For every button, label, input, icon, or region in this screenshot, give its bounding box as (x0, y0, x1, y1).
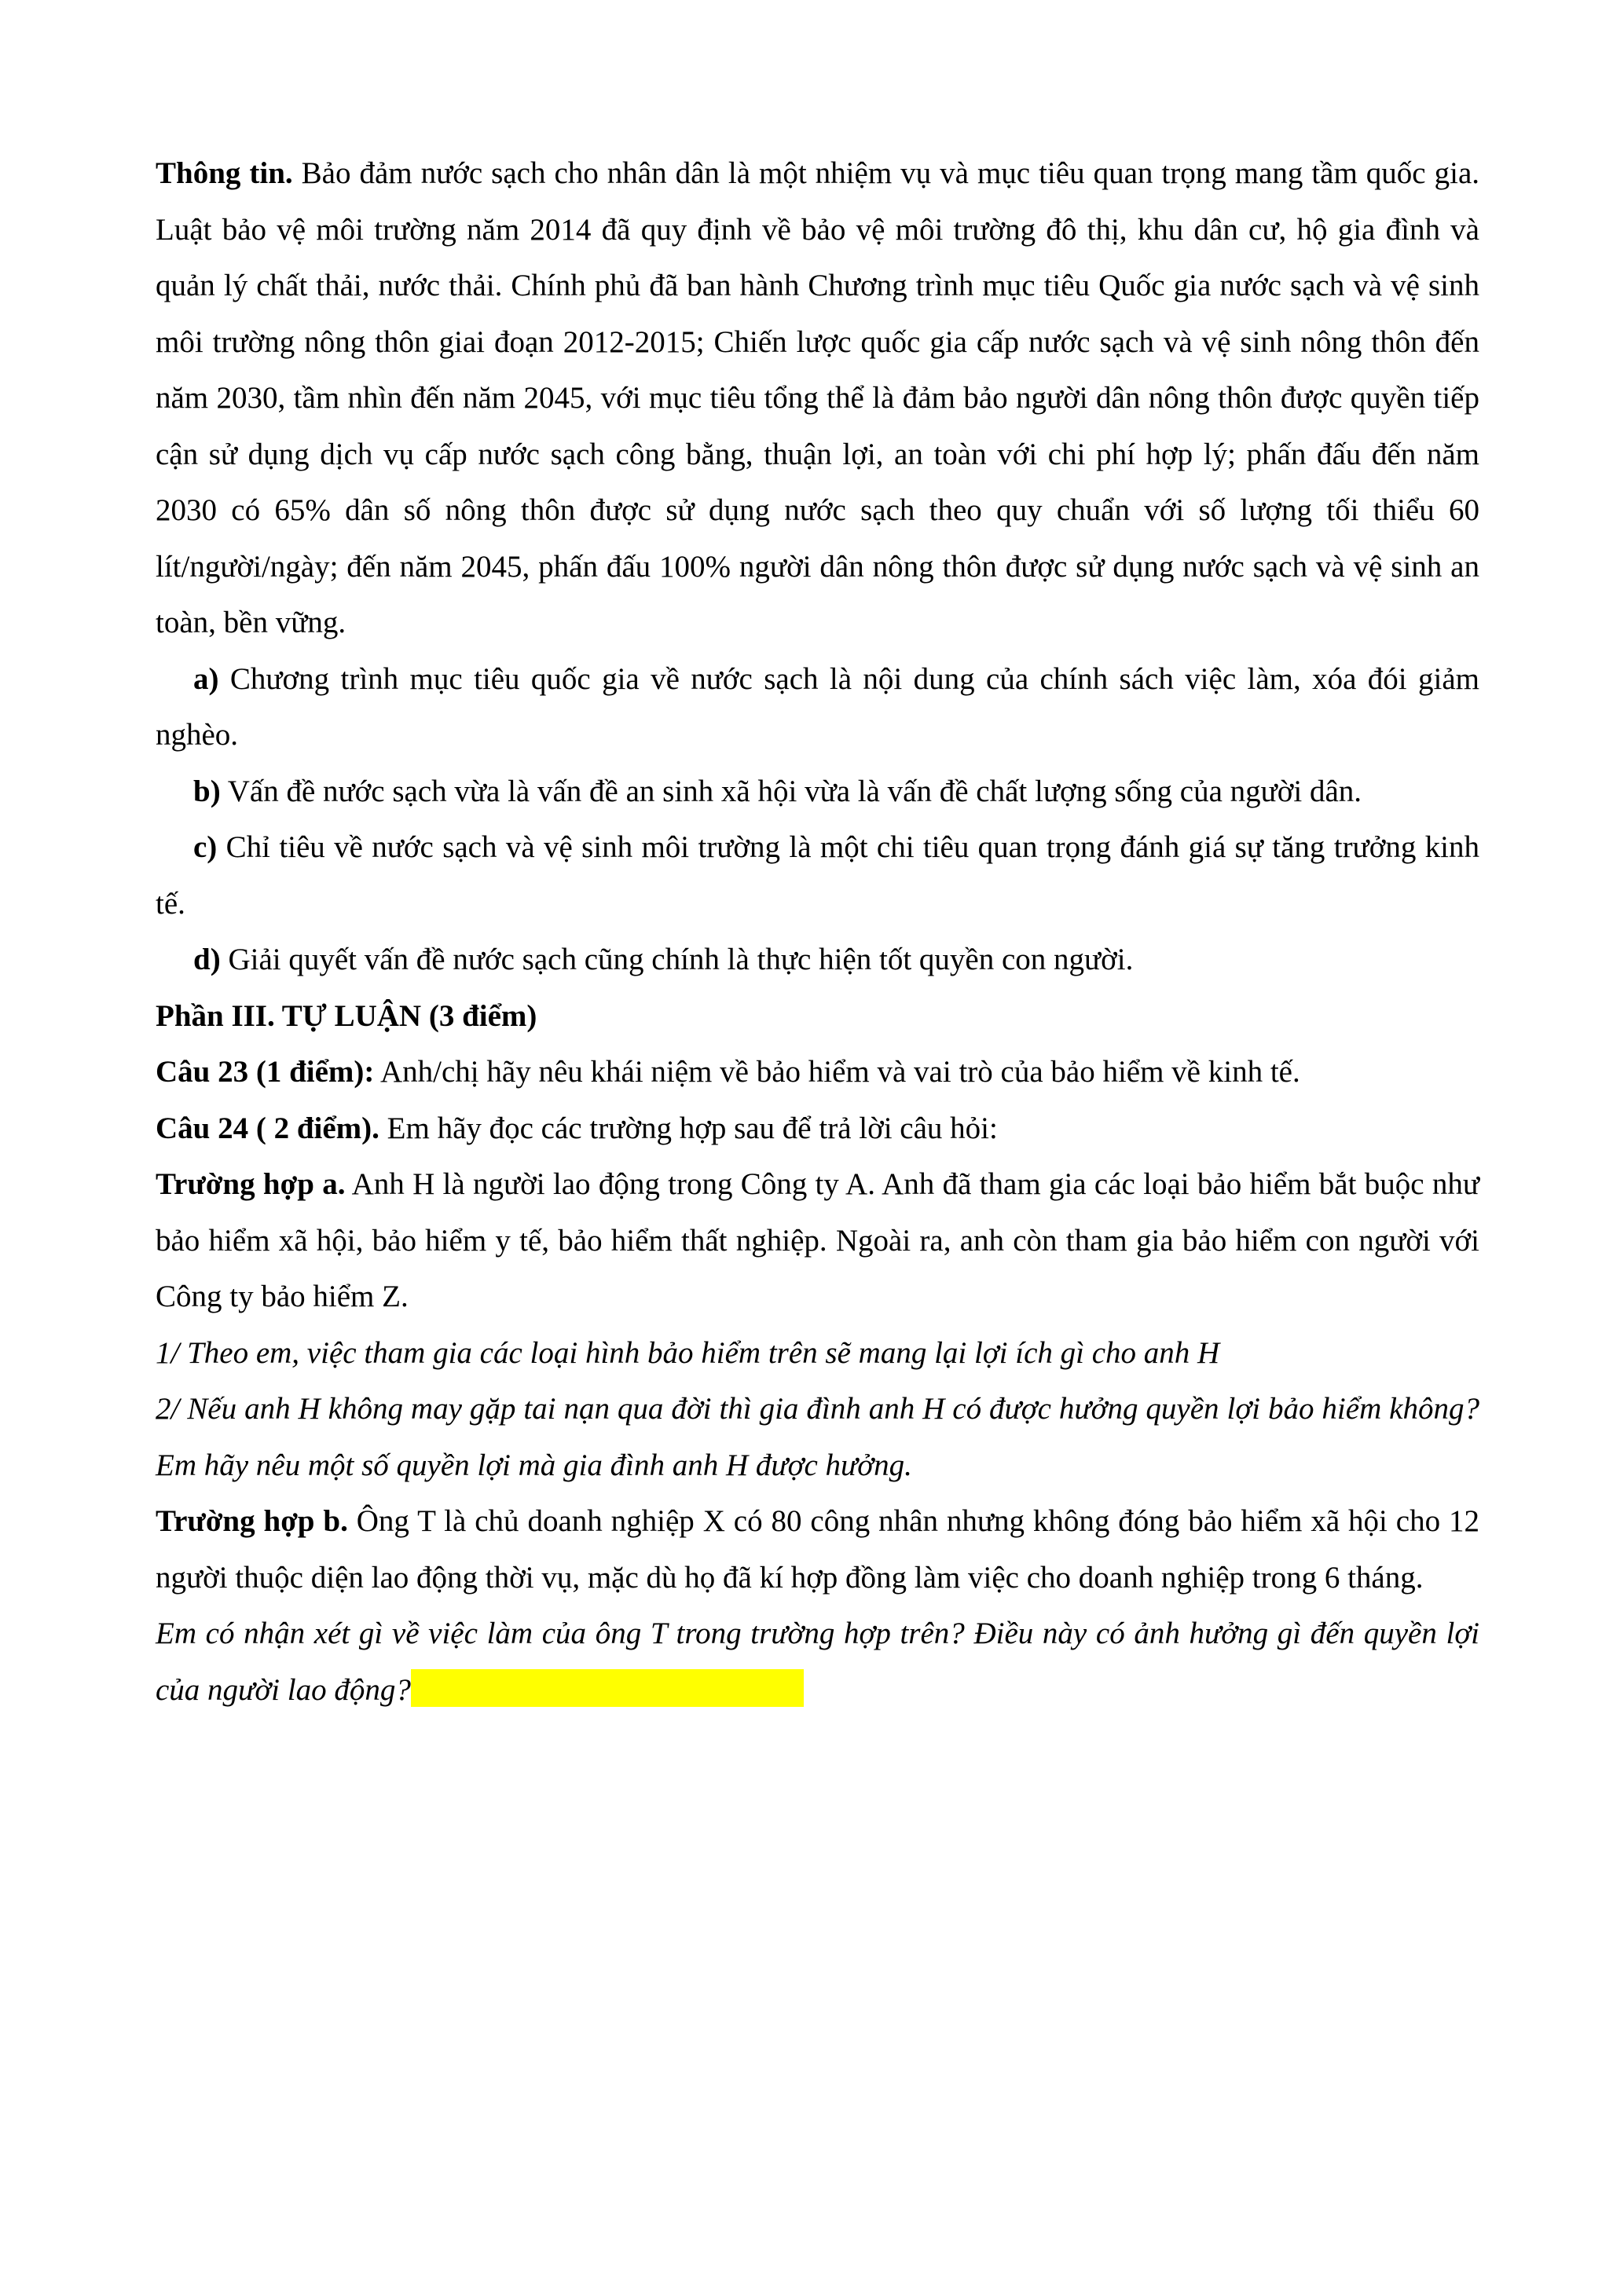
statement-c-text: Chỉ tiêu về nước sạch và vệ sinh môi trường là một chi tiêu quan trọng đánh giá sự tăng trưởng kinh tế. (156, 830, 1479, 921)
info-paragraph (156, 145, 1479, 651)
statement-b-text: Vấn đề nước sạch vừa là vấn đề an sinh xã hội vừa là vấn đề chất lượng sống của người dân. (220, 774, 1362, 808)
statement-d (156, 932, 1479, 988)
statement-b (156, 764, 1479, 820)
case-b-paragraph (156, 1493, 1479, 1606)
question-24 (156, 1100, 1479, 1157)
case-a-question-2: 2/ Nếu anh H không may gặp tai nạn qua đời thì gia đình anh H có được hưởng quyền lợi bảo hiểm không? Em hãy nêu một số quyền lợi mà gia đình anh H được hưởng. (156, 1392, 1479, 1482)
part3-heading-text: Phần III. TỰ LUẬN (3 điểm) (156, 998, 537, 1033)
info-text: Bảo đảm nước sạch cho nhân dân là một nhiệm vụ và mục tiêu quan trọng mang tầm quốc gia. Luật bảo vệ môi trường năm 2014 đã quy định về bảo vệ môi trường đô thị, khu dân cư, hộ gia đình và quản lý chất thải, nước thải. Chính phủ đã ban hành Chương trình mục tiêu Quốc gia nước sạch và vệ sinh môi trường nông thôn giai đoạn 2012-2015; Chiến lược quốc gia cấp nước sạch và vệ sinh nông thôn đến năm 2030, tầm nhìn đến năm 2045, với mục tiêu tổng thể là đảm bảo người dân nông thôn được quyền tiếp cận sử dụng dịch vụ cấp nước sạch công bằng, thuận lợi, an toàn với chi phí hợp lý; phấn đấu đến năm 2030 có 65% dân số nông thôn được sử dụng nước sạch theo quy chuẩn với số lượng tối thiểu 60 lít/người/ngày; đến năm 2045, phấn đấu 100% người dân nông thôn được sử dụng nước sạch và vệ sinh an toàn, bền vững. (156, 156, 1480, 639)
case-b-text: Ông T là chủ doanh nghiệp X có 80 công nhân nhưng không đóng bảo hiểm xã hội cho 12 người thuộc diện lao động thời vụ, mặc dù họ đã kí hợp đồng làm việc cho doanh nghiệp trong 6 tháng. (156, 1504, 1480, 1595)
case-a-question-1: 1/ Theo em, việc tham gia các loại hình bảo hiểm trên sẽ mang lại lợi ích gì cho anh H (156, 1335, 1220, 1370)
case-b-question-paragraph (156, 1606, 1479, 1718)
question-23-label: Câu 23 (1 điểm): (156, 1055, 375, 1089)
statement-c (156, 819, 1479, 932)
statement-a-text: Chương trình mục tiêu quốc gia về nước sạch là nội dung của chính sách việc làm, xóa đói giảm nghèo. (156, 661, 1479, 752)
document-page (156, 145, 1479, 1718)
question-23 (156, 1044, 1479, 1100)
statement-d-label: d) (193, 943, 221, 976)
question-24-label: Câu 24 ( 2 điểm). (156, 1111, 379, 1145)
statement-a (156, 651, 1479, 764)
info-label: Thông tin. (156, 156, 293, 190)
statement-d-text: Giải quyết vấn đề nước sạch cũng chính là thực hiện tốt quyền con người. (220, 943, 1134, 976)
question-23-text: Anh/chị hãy nêu khái niệm về bảo hiểm và vai trò của bảo hiểm về kinh tế. (374, 1055, 1300, 1089)
case-a-paragraph (156, 1156, 1479, 1325)
case-b-question: Em có nhận xét gì về việc làm của ông T trong trường hợp trên? Điều này có ảnh hưởng gì đến quyền lợi của người lao động? (156, 1617, 1479, 1707)
question-24-text: Em hãy đọc các trường hợp sau để trả lời câu hỏi: (379, 1111, 998, 1145)
part3-heading (156, 988, 1479, 1045)
case-a-label: Trường hợp a. (156, 1167, 346, 1201)
statement-c-label: c) (193, 830, 218, 864)
statement-a-label: a) (193, 661, 219, 696)
yellow-highlight-mark (411, 1669, 804, 1707)
case-a-text: Anh H là người lao động trong Công ty A. Anh đã tham gia các loại bảo hiểm bắt buộc như bảo hiểm xã hội, bảo hiểm y tế, bảo hiểm thất nghiệp. Ngoài ra, anh còn tham gia bảo hiểm con người với Công ty bảo hiểm Z. (156, 1167, 1480, 1313)
case-b-label: Trường hợp b. (156, 1504, 348, 1538)
statement-b-label: b) (193, 774, 221, 808)
